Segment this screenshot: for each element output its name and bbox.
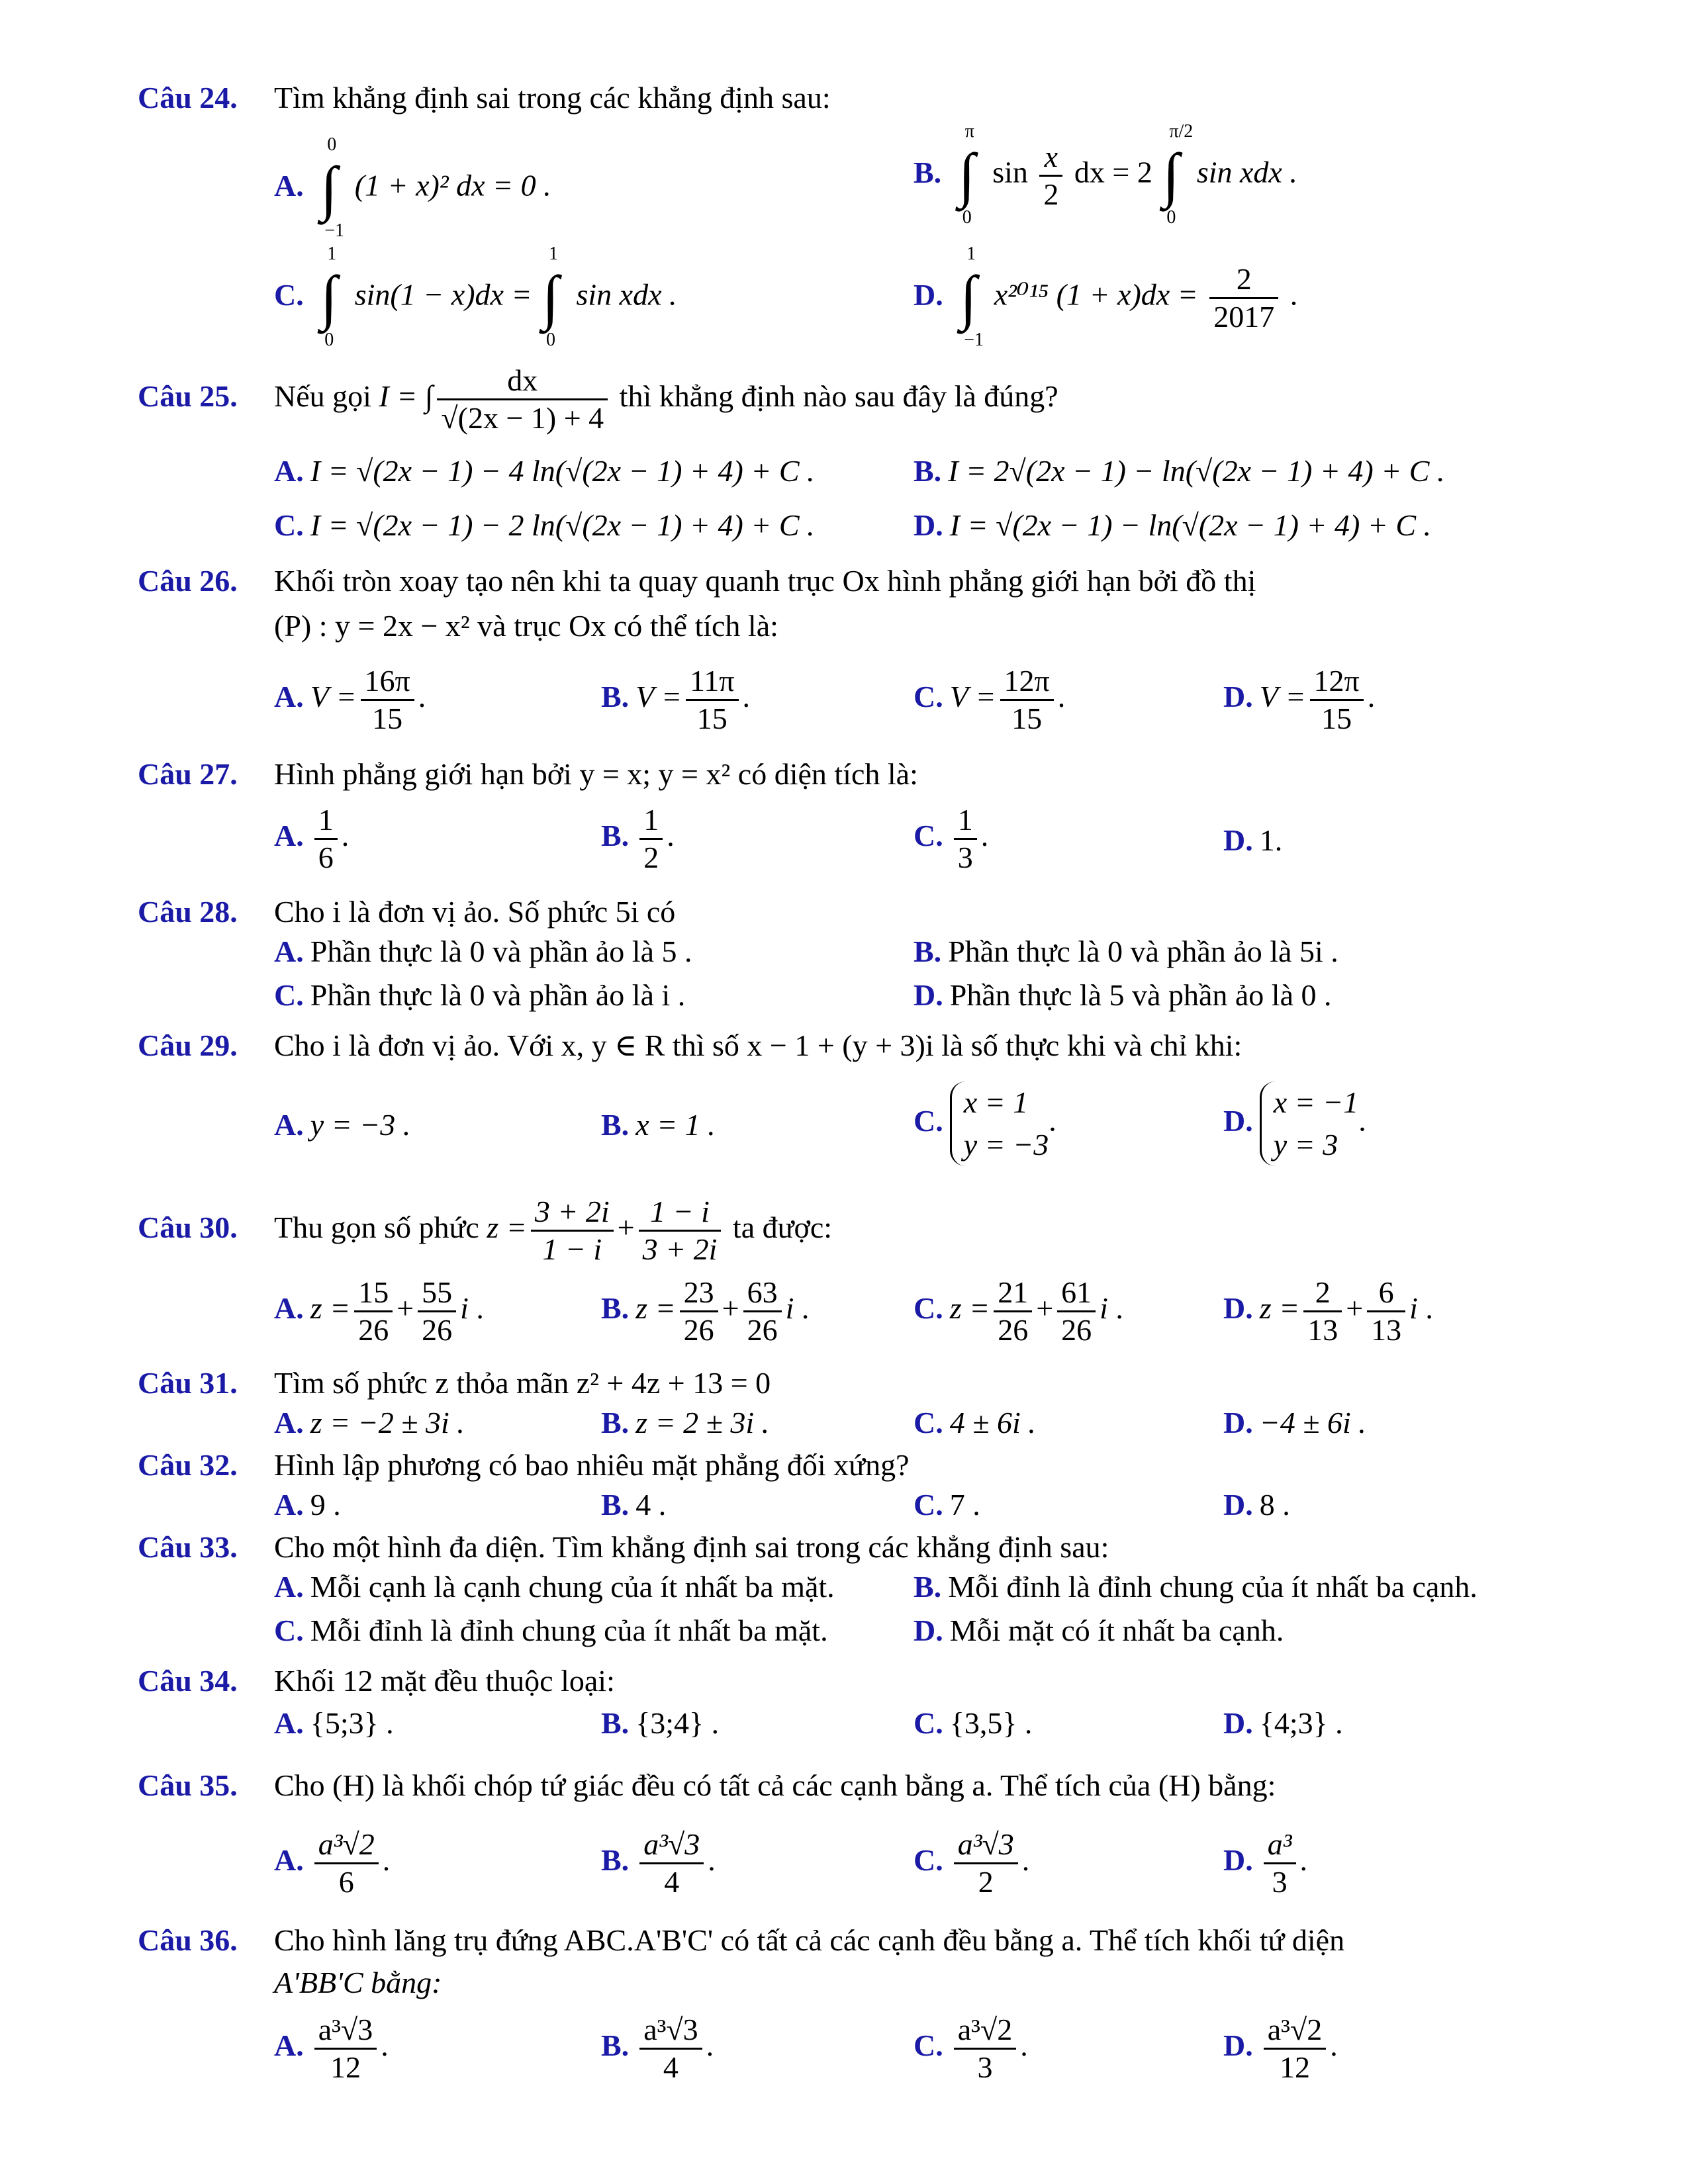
option-27-a[interactable]: A. $\frac{1}{6}$ . — [274, 803, 350, 874]
integral-sign: 0 ∫ −1 — [320, 134, 345, 241]
option-31-a[interactable]: A. z = −2 ± 3i . — [274, 1406, 465, 1439]
option-32-c[interactable]: C. 7 . — [914, 1488, 980, 1522]
option-36-b[interactable]: B. $\frac{\text{a³√3}}{4}$ . — [601, 2013, 714, 2084]
question-24 — [138, 79, 831, 116]
option-32-d[interactable]: D. 8 . — [1223, 1488, 1290, 1522]
option-34-d[interactable]: D. {4;3} . — [1223, 1706, 1343, 1740]
fraction: $\frac{dx}{√(2x - 1) + 4}$ — [437, 363, 608, 436]
option-28-a[interactable]: A. Phần thực là 0 và phần ảo là 5 . — [274, 934, 692, 968]
option-32-a[interactable]: A. 9 . — [274, 1488, 341, 1522]
option-24-b[interactable]: B. π ∫ 0 sin $\frac{x}{2}$ dx = 2 π/2 ∫ 0 sin xdx . — [914, 121, 1297, 228]
question-33: Câu 33. Cho một hình đa diện. Tìm khẳng định sai trong các khẳng định sau: — [138, 1530, 1109, 1564]
integral-sign: 1 ∫ −1 — [960, 244, 984, 350]
option-29-b[interactable]: B. x = 1 . — [601, 1108, 716, 1142]
integral-sign: 1 ∫ 0 — [320, 244, 338, 350]
question-26: Câu 26. Khối tròn xoay tạo nên khi ta quay quanh trục Ox hình phẳng giới hạn bởi đồ thị — [138, 564, 1256, 598]
option-34-c[interactable]: C. {3,5} . — [914, 1706, 1033, 1740]
question-31: Câu 31. Tìm số phức z thỏa mãn z² + 4z + 13 = 0 — [138, 1366, 771, 1400]
fraction: $\frac{2}{2017}$ — [1209, 261, 1278, 335]
option-27-d[interactable]: D. 1. — [1223, 823, 1283, 857]
integral-sign: π/2 ∫ 0 — [1162, 121, 1194, 228]
question-32: Câu 32. Hình lập phương có bao nhiêu mặt phẳng đối xứng? — [138, 1448, 910, 1482]
question-28: Câu 28. Cho i là đơn vị ảo. Số phức 5i có — [138, 895, 676, 929]
option-30-d[interactable]: D. z = $\frac{2}{13}$ + $\frac{6}{13}$ i . — [1223, 1275, 1433, 1347]
option-29-a[interactable]: A. y = −3 . — [274, 1108, 411, 1142]
question-text: Tìm khẳng định sai trong các khẳng định sau: — [274, 81, 831, 114]
option-31-d[interactable]: D. −4 ± 6i . — [1223, 1406, 1366, 1439]
question-29: Câu 29. Cho i là đơn vị ảo. Với x, y ∈ R thì số x − 1 + (y + 3)i là số thực khi và chỉ khi: — [138, 1028, 1243, 1062]
option-28-b[interactable]: B. Phần thực là 0 và phần ảo là 5i . — [914, 934, 1338, 968]
option-24-d[interactable]: D. 1 ∫ −1 x²⁰¹⁵ (1 + x)dx = $\frac{2}{2017}$ . — [914, 244, 1298, 350]
option-27-b[interactable]: B. $\frac{1}{2}$ . — [601, 803, 675, 874]
option-34-b[interactable]: B. {3;4} . — [601, 1706, 720, 1740]
option-25-c[interactable]: C. I = √(2x − 1) − 2 ln(√(2x − 1) + 4) + C . — [274, 508, 815, 542]
option-25-a[interactable]: A. I = √(2x − 1) − 4 ln(√(2x − 1) + 4) + C . — [274, 454, 815, 488]
option-30-b[interactable]: B. z = $\frac{23}{26}$ + $\frac{63}{26}$ i . — [601, 1275, 810, 1347]
option-31-b[interactable]: B. z = 2 ± 3i . — [601, 1406, 770, 1439]
option-36-d[interactable]: D. $\frac{\text{a³√2}}{12}$ . — [1223, 2013, 1338, 2084]
option-34-a[interactable]: A. {5;3} . — [274, 1706, 394, 1740]
option-26-d[interactable]: D. V = $\frac{12\pi}{15}$ . — [1223, 664, 1376, 735]
option-24-c[interactable]: C. 1 ∫ 0 sin(1 − x)dx = 1 ∫ 0 sin xdx . — [274, 244, 677, 350]
option-33-d[interactable]: D. Mỗi mặt có ít nhất ba cạnh. — [914, 1614, 1284, 1647]
option-35-c[interactable]: C. $\frac{\text{a³√3}}{2}$ . — [914, 1827, 1030, 1899]
question-26-line2: (P) : y = 2x − x² và trục Ox có thể tích là: — [274, 609, 778, 643]
option-30-c[interactable]: C. z = $\frac{21}{26}$ + $\frac{61}{26}$ i . — [914, 1275, 1123, 1347]
option-35-b[interactable]: B. $\frac{\text{a³√3}}{4}$ . — [601, 1827, 716, 1899]
option-28-d[interactable]: D. Phần thực là 5 và phần ảo là 0 . — [914, 978, 1332, 1012]
question-36-line2: A'BB'C bằng: — [274, 1966, 442, 1999]
option-35-d[interactable]: D. $\frac{\text{a³}}{3}$ . — [1223, 1827, 1308, 1899]
option-29-c[interactable]: C. x = 1 y = −3 . — [914, 1081, 1056, 1166]
option-26-a[interactable]: A. V = $\frac{16\pi}{15}$ . — [274, 664, 426, 735]
question-label: Câu 24. — [138, 81, 238, 114]
option-25-b[interactable]: B. I = 2√(2x − 1) − ln(√(2x − 1) + 4) + C . — [914, 454, 1445, 488]
fraction: $\frac{x}{2}$ — [1039, 139, 1062, 212]
integral-sign: 1 ∫ 0 — [541, 244, 559, 350]
question-34: Câu 34. Khối 12 mặt đều thuộc loại: — [138, 1664, 615, 1698]
question-36: Câu 36. Cho hình lăng trụ đứng ABC.A'B'C' có tất cả các cạnh đều bằng a. Thể tích khối tứ diện — [138, 1923, 1345, 1957]
option-33-a[interactable]: A. Mỗi cạnh là cạnh chung của ít nhất ba mặt. — [274, 1570, 835, 1604]
option-27-c[interactable]: C. $\frac{1}{3}$ . — [914, 803, 989, 874]
option-32-b[interactable]: B. 4 . — [601, 1488, 667, 1522]
option-31-c[interactable]: C. 4 ± 6i . — [914, 1406, 1036, 1439]
question-27: Câu 27. Hình phẳng giới hạn bởi y = x; y = x² có diện tích là: — [138, 757, 918, 791]
option-26-c[interactable]: C. V = $\frac{12\pi}{15}$ . — [914, 664, 1066, 735]
question-30: Câu 30. Thu gọn số phức z = $\frac{3 + 2i}{1 - i}$ + $\frac{1 - i}{3 + 2i}$ ta được: — [138, 1195, 833, 1266]
option-36-a[interactable]: A. $\frac{\text{a³√3}}{12}$ . — [274, 2013, 389, 2084]
option-25-d[interactable]: D. I = √(2x − 1) − ln(√(2x − 1) + 4) + C . — [914, 508, 1431, 542]
option-29-d[interactable]: D. x = −1 y = 3 . — [1223, 1081, 1366, 1166]
option-24-a[interactable]: A. 0 ∫ −1 (1 + x)² dx = 0 . — [274, 134, 551, 241]
question-25: Câu 25. Nếu gọi I = ∫ $\frac{dx}{√(2x - 1) + 4}$ thì khẳng định nào sau đây là đúng? — [138, 363, 1058, 435]
question-35: Câu 35. Cho (H) là khối chóp tứ giác đều có tất cả các cạnh bằng a. Thể tích của (H) bằng: — [138, 1768, 1276, 1802]
option-26-b[interactable]: B. V = $\frac{11\pi}{15}$ . — [601, 664, 751, 735]
integral-sign: π ∫ 0 — [958, 121, 975, 228]
option-36-c[interactable]: C. $\frac{\text{a³√2}}{3}$ . — [914, 2013, 1028, 2084]
option-33-b[interactable]: B. Mỗi đỉnh là đỉnh chung của ít nhất ba cạnh. — [914, 1570, 1477, 1604]
option-35-a[interactable]: A. $\frac{\text{a³√2}}{6}$ . — [274, 1827, 391, 1899]
option-33-c[interactable]: C. Mỗi đỉnh là đỉnh chung của ít nhất ba mặt. — [274, 1614, 828, 1647]
option-30-a[interactable]: A. z = $\frac{15}{26}$ + $\frac{55}{26}$ i . — [274, 1275, 484, 1347]
option-28-c[interactable]: C. Phần thực là 0 và phần ảo là i . — [274, 978, 686, 1012]
